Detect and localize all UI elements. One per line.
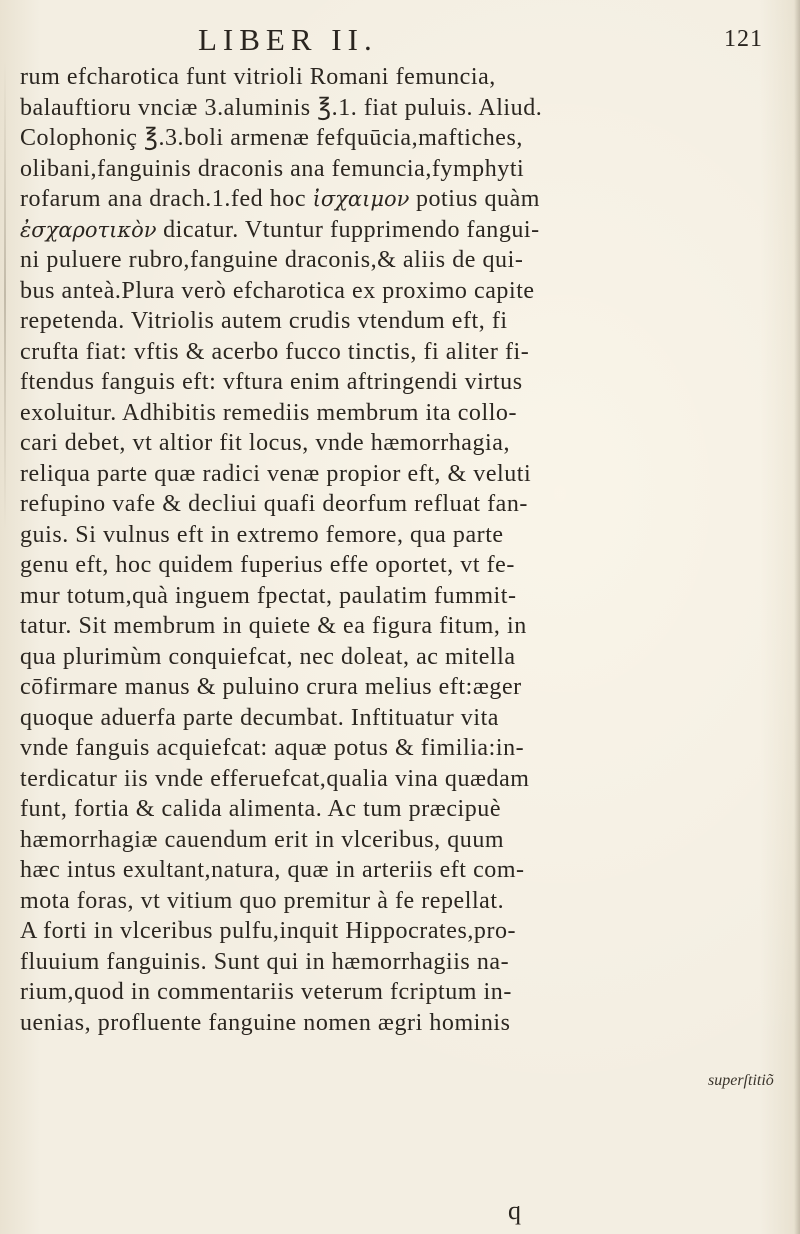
text-line [20, 398, 710, 429]
text-run: olibani,fanguinis draconis ana femuncia,fymphyti [20, 155, 525, 182]
text-line [20, 733, 710, 764]
text-run: refupino vafe & decliui quafi deorfum refluat fan- [20, 491, 528, 517]
text-line [20, 916, 710, 947]
text-line [20, 825, 710, 856]
text-run: Colophoniç ℥.3.boli armenæ fefquūcia,maftiches, [20, 125, 523, 151]
text-line [20, 428, 710, 459]
text-run: guis. Si vulnus eft in extremo femore, qua parte [20, 521, 504, 548]
text-run: rum efcharotica funt vitrioli Romani femuncia, [20, 64, 496, 90]
text-run: cōfirmare manus & puluino crura melius eft:æger [20, 674, 522, 700]
text-line [20, 855, 710, 886]
text-line [20, 550, 710, 581]
text-line [20, 886, 710, 917]
text-run: rium,quod in commentariis veterum fcriptum in- [20, 979, 512, 1005]
text-line [20, 62, 710, 93]
text-line [20, 93, 710, 124]
margin-note: superſtitiõ [708, 1072, 774, 1089]
text-line [20, 123, 710, 154]
text-run: hæmorrhagiæ cauendum erit in vlceribus, quum [20, 826, 505, 853]
text-line [20, 520, 710, 551]
text-run: ni puluere rubro,fanguine draconis,& aliis de qui- [20, 247, 524, 273]
text-line [20, 764, 710, 795]
greek-word: ἐσχαροτικὸν [20, 217, 157, 242]
text-run: vnde fanguis acquiefcat: aquæ potus & fimilia:in- [20, 735, 525, 761]
text-line [20, 977, 710, 1008]
text-line [20, 581, 710, 612]
page-edge [794, 0, 800, 1234]
page-header [0, 22, 800, 58]
text-run: dicatur. Vtuntur fupprimendo fangui- [156, 216, 540, 243]
text-run: bus anteà.Plura verò efcharotica ex proximo capite [20, 277, 535, 304]
text-run: quoque aduerfa parte decumbat. Inftituatur vita [20, 704, 499, 731]
body-text [20, 62, 710, 1038]
text-run: reliqua parte quæ radici venæ propior eft, & veluti [20, 460, 532, 487]
text-run: mota foras, vt vitium quo premitur à fe repellat. [20, 887, 505, 914]
text-run: cari debet, vt altior fit locus, vnde hæmorrhagia, [20, 430, 511, 456]
text-run: exoluitur. Adhibitis remediis membrum ita collo- [20, 399, 518, 426]
text-line [20, 672, 710, 703]
signature-mark: q [508, 1196, 521, 1225]
text-line [20, 794, 710, 825]
text-run: tatur. Sit membrum in quiete & ea figura fitum, in [20, 613, 527, 639]
text-line [20, 306, 710, 337]
text-run: genu eft, hoc quidem fuperius effe oportet, vt fe- [20, 552, 515, 578]
text-run: fluuium fanguinis. Sunt qui in hæmorrhagiis na- [20, 948, 510, 975]
text-line [20, 642, 710, 673]
text-line [20, 489, 710, 520]
page-number: 121 [724, 26, 763, 52]
text-run: potius quàm [409, 186, 540, 212]
text-line [20, 276, 710, 307]
text-run: ftendus fanguis eft: vftura enim aftringendi virtus [20, 369, 523, 395]
text-run: uenias, profluente fanguine nomen ægri hominis [20, 1009, 511, 1036]
text-line [20, 459, 710, 490]
text-line [20, 154, 710, 185]
text-line [20, 367, 710, 398]
text-line [20, 337, 710, 368]
text-run: A forti in vlceribus pulfu,inquit Hippocrates,pro- [20, 918, 517, 944]
text-line [20, 184, 710, 215]
text-run: repetenda. Vitriolis autem crudis vtendum eft, fi [20, 308, 508, 334]
text-run: rofarum ana drach.1.fed hoc [20, 186, 313, 212]
text-run: mur totum,quà inguem fpectat, paulatim fummit- [20, 582, 517, 609]
text-run: balauftioru vnciæ 3.aluminis ℥.1. fiat puluis. Aliud. [20, 94, 543, 121]
text-run: hæc intus exultant,natura, quæ in arteriis eft com- [20, 857, 525, 883]
text-run: qua plurimùm conquiefcat, nec doleat, ac mitella [20, 643, 516, 670]
text-run: terdicatur iis vnde efferuefcat,qualia vina quædam [20, 765, 530, 792]
text-line [20, 947, 710, 978]
gutter-shadow [4, 60, 6, 530]
text-line [20, 215, 710, 246]
text-line [20, 611, 710, 642]
greek-word: ἰσχαιμον [312, 187, 410, 211]
text-run: crufta fiat: vftis & acerbo fucco tinctis, fi aliter fi- [20, 338, 530, 365]
text-line [20, 703, 710, 734]
running-head: LIBER II. [198, 22, 378, 57]
text-run: funt, fortia & calida alimenta. Ac tum præcipuè [20, 796, 502, 822]
text-line [20, 245, 710, 276]
text-line [20, 1008, 710, 1039]
